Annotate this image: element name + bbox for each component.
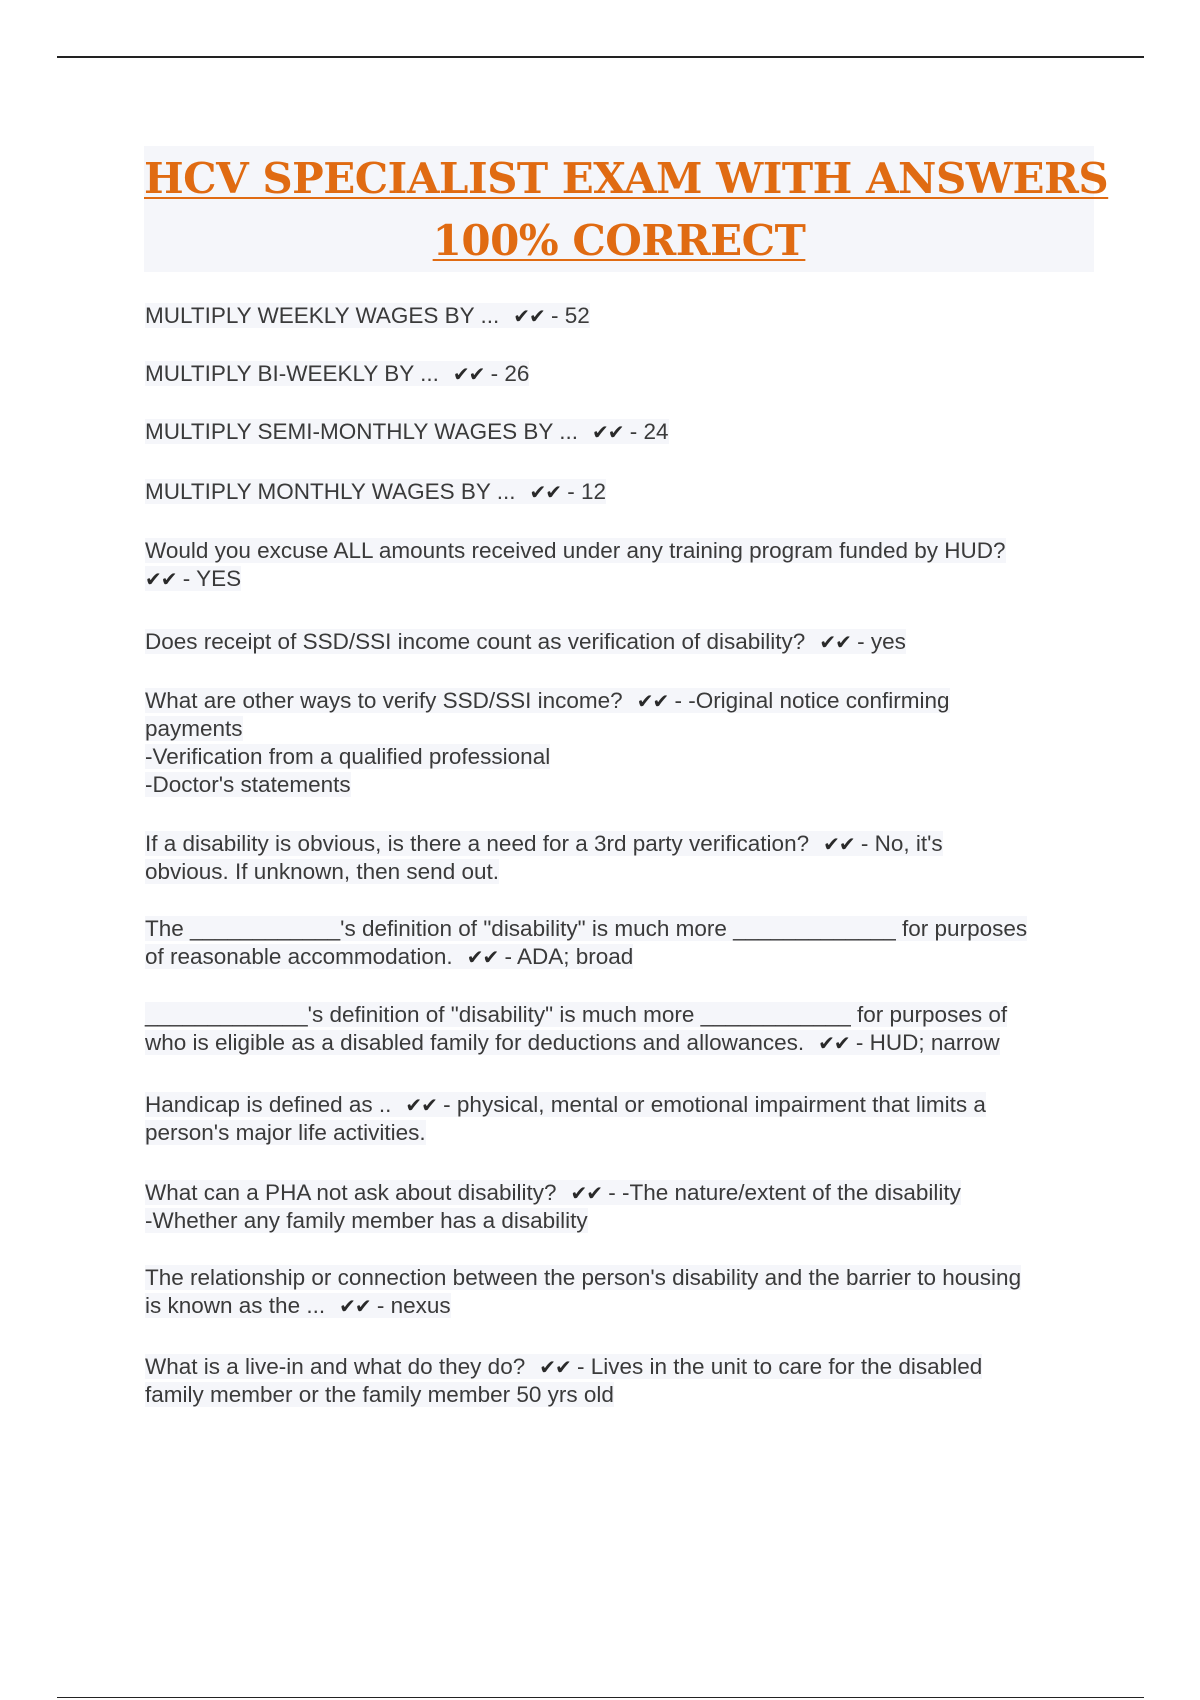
question-text: _____________'s definition of "disability" is much more ____________ for purposes of — [145, 1002, 1008, 1027]
answer-text: -Whether any family member has a disability — [145, 1208, 588, 1233]
question-text: What is a live-in and what do they do? — [145, 1354, 526, 1379]
question-text: MULTIPLY SEMI-MONTHLY WAGES BY ... — [145, 419, 579, 444]
qa-item — [145, 1179, 961, 1235]
answer-text: obvious. If unknown, then send out. — [145, 859, 499, 884]
answer-text: - Lives in the unit to care for the disabled — [570, 1354, 983, 1379]
qa-item — [145, 628, 906, 656]
question-text: If a disability is obvious, is there a need for a 3rd party verification? — [145, 831, 810, 856]
qa-item — [145, 1001, 1007, 1057]
question-text: The relationship or connection between the person's disability and the barrier to housing — [145, 1265, 1022, 1290]
qa-item — [145, 360, 529, 388]
question-text: MULTIPLY MONTHLY WAGES BY ... — [145, 479, 516, 504]
question-text: is known as the ... — [145, 1293, 326, 1318]
check-icon: ✔✔ — [529, 480, 562, 504]
question-text: Would you excuse ALL amounts received under any training program funded by HUD? — [145, 538, 1006, 563]
check-icon: ✔✔ — [592, 420, 624, 444]
check-icon: ✔✔ — [145, 567, 177, 591]
answer-text: - 52 — [544, 303, 590, 328]
answer-text: - YES — [176, 566, 242, 591]
check-icon: ✔✔ — [823, 832, 855, 856]
check-icon: ✔✔ — [466, 945, 499, 969]
qa-item — [145, 302, 590, 330]
answer-text: person's major life activities. — [145, 1120, 426, 1145]
bottom-rule — [57, 1697, 1144, 1698]
check-icon: ✔✔ — [819, 630, 851, 654]
check-icon: ✔✔ — [636, 689, 669, 713]
top-rule — [57, 56, 1144, 58]
question-text: What can a PHA not ask about disability? — [145, 1180, 557, 1205]
answer-text: - 12 — [561, 479, 607, 504]
answer-text: family member or the family member 50 yrs old — [145, 1382, 614, 1407]
document-title: HCV SPECIALIST EXAM WITH ANSWERS — [144, 154, 1109, 203]
answer-text: - 24 — [623, 419, 669, 444]
qa-item — [145, 687, 950, 799]
qa-item — [145, 915, 1027, 971]
question-text: Handicap is defined as .. — [145, 1092, 392, 1117]
question-text: of reasonable accommodation. — [145, 944, 453, 969]
qa-item — [145, 1091, 986, 1147]
question-text: What are other ways to verify SSD/SSI income? — [145, 688, 623, 713]
document-subtitle: 100% CORRECT — [432, 216, 806, 265]
check-icon: ✔✔ — [452, 362, 485, 386]
answer-text: - ADA; broad — [498, 944, 634, 969]
answer-text: - yes — [850, 629, 906, 654]
question-text: The ____________'s definition of "disability" is much more _____________ for purposes — [145, 916, 1028, 941]
answer-text: - No, it's — [854, 831, 943, 856]
qa-item — [145, 418, 669, 446]
answer-text: payments — [145, 716, 243, 741]
check-icon: ✔✔ — [818, 1031, 850, 1055]
answer-text: - physical, mental or emotional impairment that limits a — [436, 1092, 986, 1117]
answer-text: - nexus — [370, 1293, 451, 1318]
qa-item — [145, 830, 943, 886]
check-icon: ✔✔ — [570, 1181, 602, 1205]
answer-text: - 26 — [484, 361, 530, 386]
qa-item — [145, 537, 1006, 593]
answer-text: - -The nature/extent of the disability — [602, 1180, 961, 1205]
title-banner — [144, 146, 1109, 272]
answer-text: -Doctor's statements — [145, 772, 351, 797]
question-text: Does receipt of SSD/SSI income count as verification of disability? — [145, 629, 806, 654]
check-icon: ✔✔ — [513, 304, 545, 328]
check-icon: ✔✔ — [339, 1294, 371, 1318]
qa-item — [145, 478, 606, 506]
check-icon: ✔✔ — [539, 1355, 571, 1379]
qa-item — [145, 1264, 1021, 1320]
question-text: MULTIPLY BI-WEEKLY BY ... — [145, 361, 439, 386]
question-text: who is eligible as a disabled family for deductions and allowances. — [145, 1030, 805, 1055]
answer-text: - -Original notice confirming — [668, 688, 950, 713]
question-text: MULTIPLY WEEKLY WAGES BY ... — [145, 303, 500, 328]
check-icon: ✔✔ — [405, 1093, 437, 1117]
qa-item — [145, 1353, 982, 1409]
answer-text: -Verification from a qualified professional — [145, 744, 551, 769]
answer-text: - HUD; narrow — [849, 1030, 1000, 1055]
